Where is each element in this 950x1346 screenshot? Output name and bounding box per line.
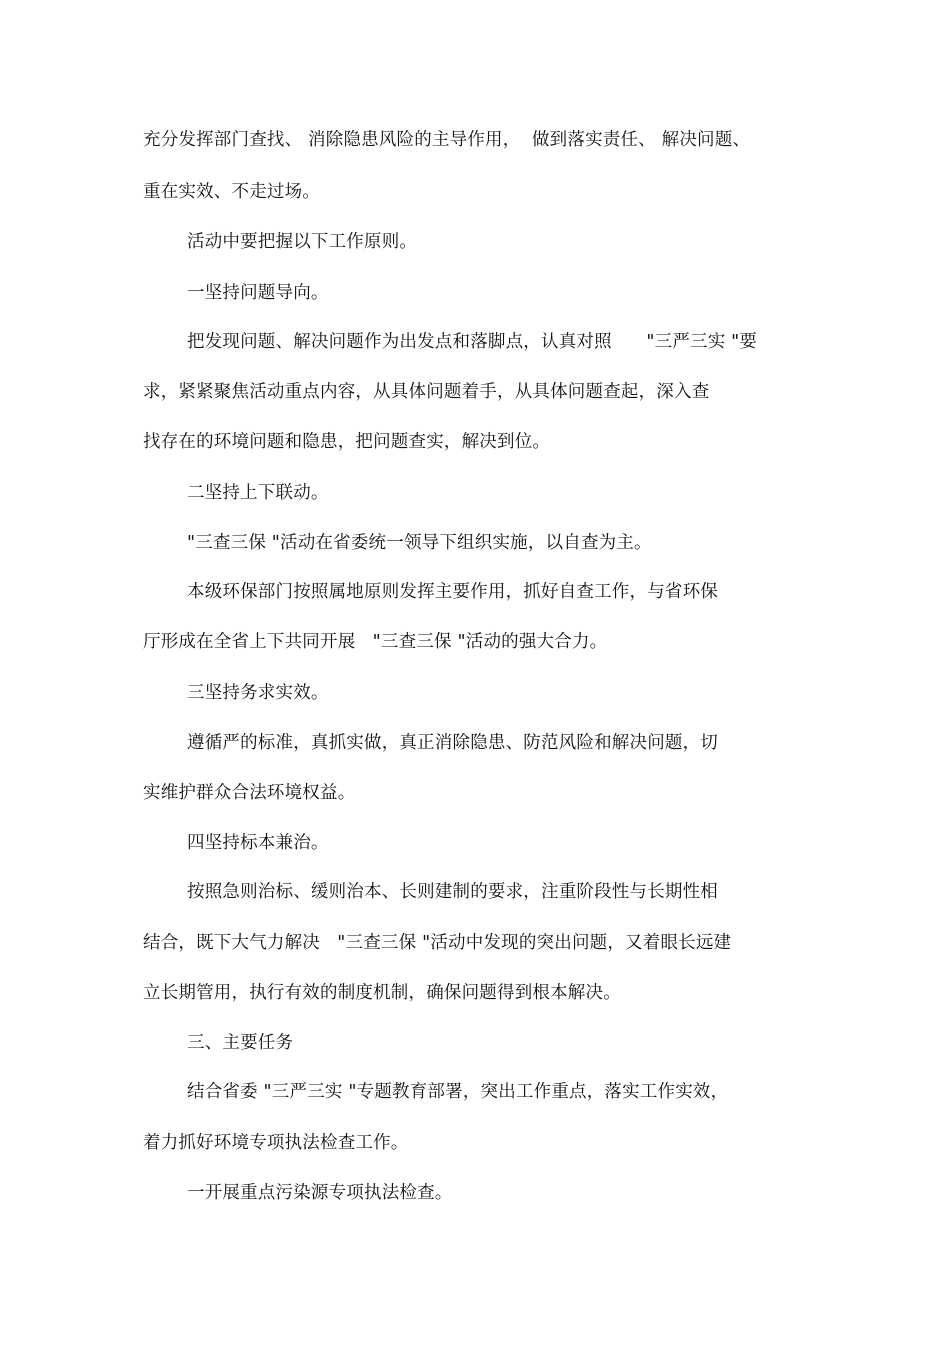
- text-line: 厅形成在全省上下共同开展 "三查三保 "活动的强大合力。: [143, 632, 608, 652]
- text-line: 充分发挥部门查找、 消除隐患风险的主导作用， 做到落实责任、 解决问题、: [143, 130, 751, 150]
- text-line: 实维护群众合法环境权益。: [143, 783, 356, 803]
- text-line: 遵循严的标准，真抓实做，真正消除隐患、防范风险和解决问题，切: [187, 733, 718, 753]
- text-line: 本级环保部门按照属地原则发挥主要作用，抓好自查工作，与省环保: [187, 582, 718, 602]
- section-heading: 一坚持问题导向。: [187, 283, 329, 303]
- section-heading: 三、主要任务: [187, 1033, 294, 1053]
- text-line: 按照急则治标、缓则治本、长则建制的要求，注重阶段性与长期性相: [187, 882, 718, 902]
- section-heading: 一开展重点污染源专项执法检查。: [187, 1183, 453, 1203]
- text-line: 求，紧紧聚焦活动重点内容，从具体问题着手，从具体问题查起，深入查: [143, 382, 710, 402]
- text-line: 结合省委 "三严三实 "专题教育部署，突出工作重点，落实工作实效，: [187, 1082, 729, 1102]
- text-line: 把发现问题、解决问题作为出发点和落脚点，认真对照 "三严三实 "要: [187, 332, 758, 352]
- section-heading: 四坚持标本兼治。: [187, 833, 329, 853]
- section-heading: 三坚持务求实效。: [187, 683, 329, 703]
- section-heading: 二坚持上下联动。: [187, 483, 329, 503]
- text-line: 找存在的环境问题和隐患，把问题查实，解决到位。: [143, 432, 551, 452]
- text-line: 活动中要把握以下工作原则。: [187, 232, 418, 252]
- text-line: 重在实效、不走过场。: [143, 182, 320, 202]
- text-line: 立长期管用，执行有效的制度机制，确保问题得到根本解决。: [143, 983, 621, 1003]
- text-line: "三查三保 "活动在省委统一领导下组织实施，以自查为主。: [187, 533, 652, 553]
- text-line: 着力抓好环境专项执法检查工作。: [143, 1133, 409, 1153]
- text-line: 结合，既下大气力解决 "三查三保 "活动中发现的突出问题，又着眼长远建: [143, 933, 732, 953]
